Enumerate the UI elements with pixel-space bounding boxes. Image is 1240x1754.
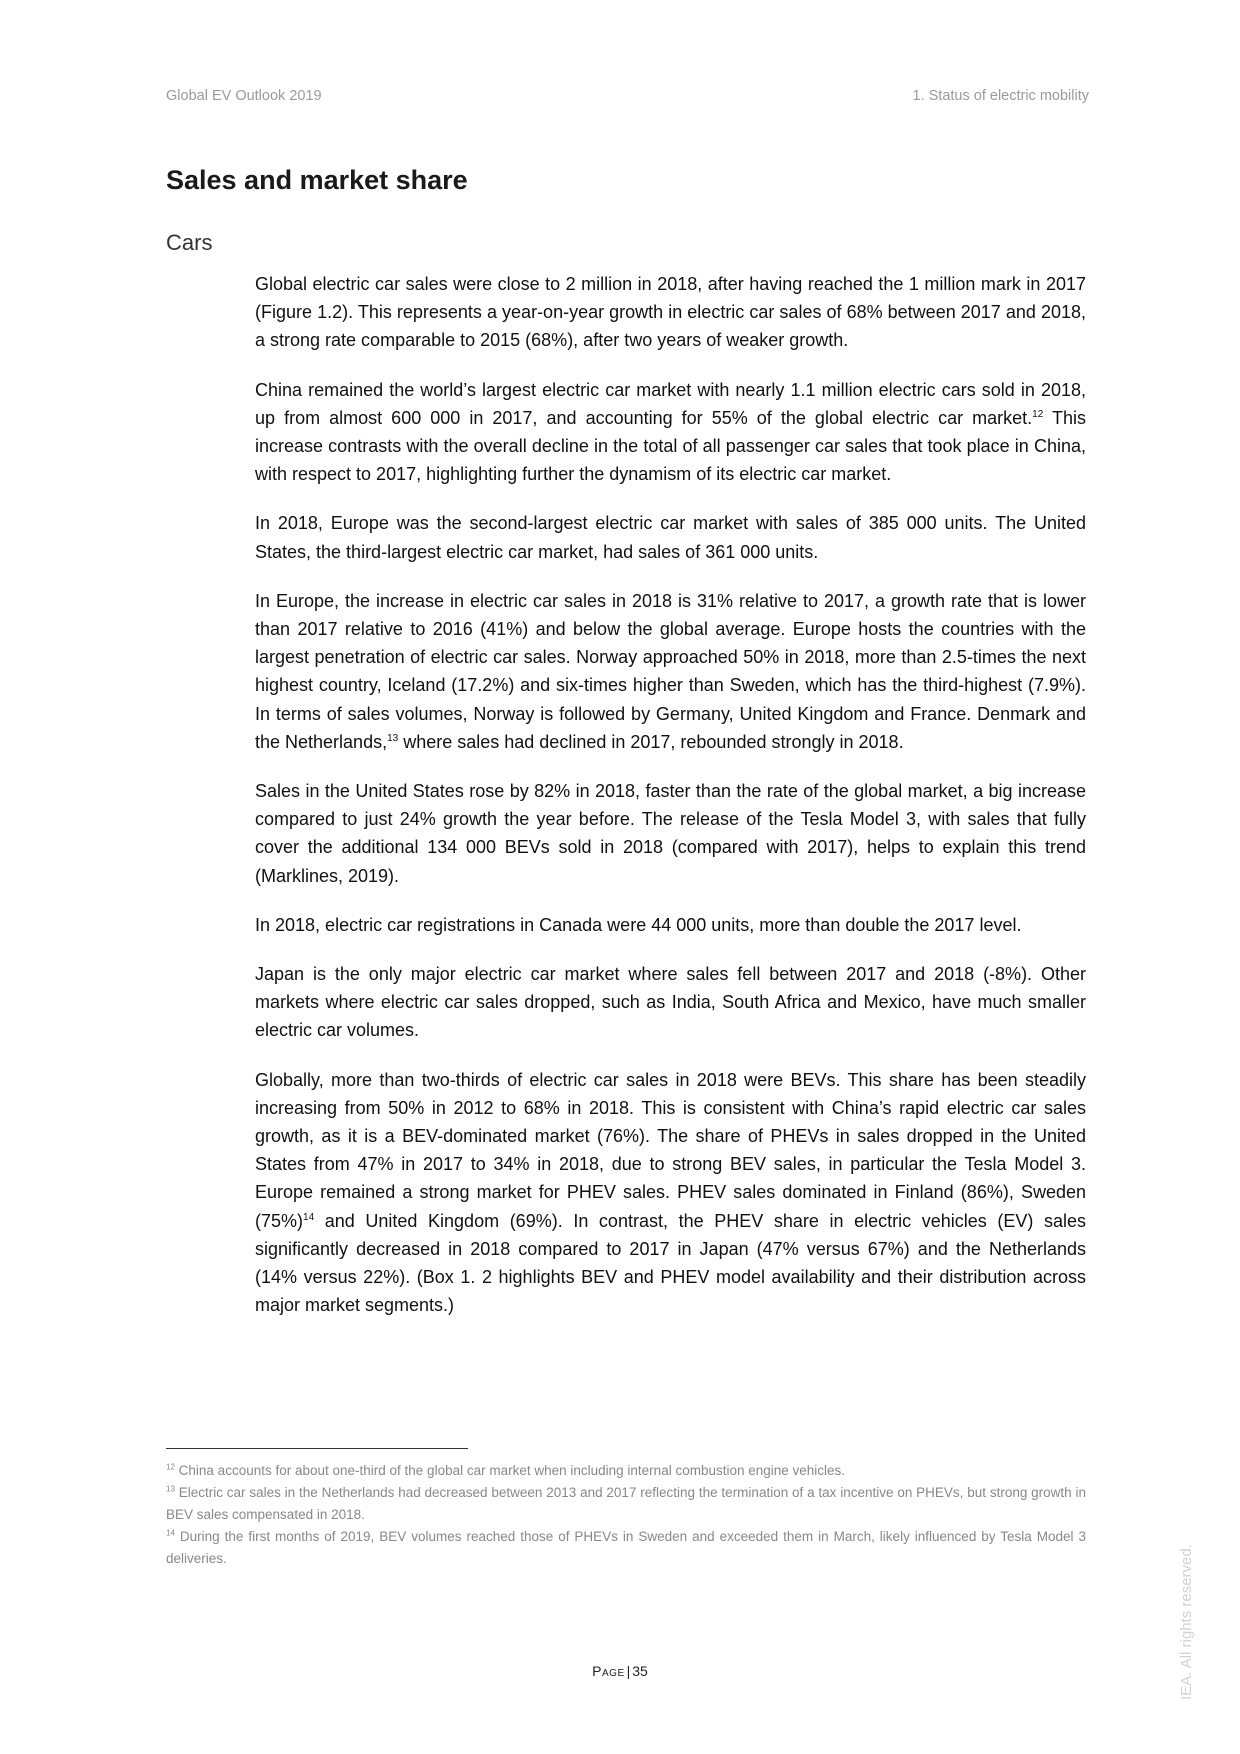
subsection-title: Cars (166, 230, 213, 255)
footnote: $^{14}$ During the first months of 2019, BEV volumes reached those of PHEVs in Sweden and exceeded them in March, likely influenced by Tesla Model 3 deliveries. (166, 1528, 1086, 1566)
page-number-value: 35 (632, 1663, 648, 1679)
running-header-chapter: 1. Status of electric mobility (912, 88, 1089, 104)
body-text (255, 270, 1086, 1341)
footnote-number: 14 (166, 1528, 175, 1538)
paragraph: Global electric car sales were close to 2 million in 2018, after having reached the 1 million mark in 2017 (Figure 1.2). This represents a year-on-year growth in electric car sales of 68% between 2017 and 2018, a strong rate comparable to 2015 (68%), after two years of weaker growth. (255, 274, 1086, 351)
section-title: Sales and market share (166, 165, 468, 195)
paragraph: Japan is the only major electric car market where sales fell between 2017 and 2018 (-8%). Other markets where electric car sales dropped, such as India, South Africa and Mexico, have much smaller electric car volumes. (255, 964, 1086, 1041)
page-separator: | (626, 1663, 631, 1679)
rights-watermark: IEA. All rights reserved. (1178, 1544, 1195, 1700)
paragraph: In 2018, Europe was the second-largest electric car market with sales of 385 000 units. The United States, the third-largest electric car market, had sales of 361 000 units. (255, 513, 1086, 562)
paragraph: In Europe, the increase in electric car sales in 2018 is 31% relative to 2017, a growth rate that is lower than 2017 relative to 2016 (41%) and below the global average. Europe hosts the countries with the largest penetration of electric car sales. Norway approached 50% in 2018, more than 2.5-times the next highest country, Iceland (17.2%) and six-times higher than Sweden, which has the third-highest (7.9%). In terms of sales volumes, Norway is followed by Germany, United Kingdom and France. Denmark and the Netherlands,$^{13}$ where sales had declined in 2017, rebounded strongly in 2018. (255, 590, 1086, 752)
paragraph: In 2018, electric car registrations in Canada were 44 000 units, more than double the 2017 level. (255, 914, 1022, 935)
footnote-reference: 12 (1032, 408, 1044, 420)
footnote-reference: 14 (303, 1211, 315, 1223)
paragraph: Sales in the United States rose by 82% in 2018, faster than the rate of the global market, a big increase compared to just 24% growth the year before. The release of the Tesla Model 3, with sales that fully cover the additional 134 000 BEVs sold in 2018 (compared with 2017), helps to explain this trend (Marklines, 2019). (255, 781, 1086, 886)
footnote-divider (166, 1448, 468, 1449)
footnote-reference: 13 (387, 732, 399, 744)
footnote-number: 13 (166, 1484, 175, 1494)
page-label: Page (592, 1663, 625, 1679)
footnote: $^{13}$ Electric car sales in the Netherlands had decreased between 2013 and 2017 reflecting the termination of a tax incentive on PHEVs, but strong growth in BEV sales compensated in 2018. (166, 1484, 1086, 1522)
paragraph: China remained the world’s largest electric car market with nearly 1.1 million electric cars sold in 2018, up from almost 600 000 in 2017, and accounting for 55% of the global electric car market.$^{12}$ This increase contrasts with the overall decline in the total of all passenger car sales that took place in China, with respect to 2017, highlighting further the dynamism of its electric car market. (255, 379, 1087, 485)
paragraph: Globally, more than two-thirds of electric car sales in 2018 were BEVs. This share has been steadily increasing from 50% in 2012 to 68% in 2018. This is consistent with China’s rapid electric car sales growth, as it is a BEV-dominated market (76%). The share of PHEVs in sales dropped in the United States from 47% in 2017 to 34% in 2018, due to strong BEV sales, in particular the Tesla Model 3. Europe remained a strong market for PHEV sales. PHEV sales dominated in Finland (86%), Sweden (75%)$^{14}$ and United Kingdom (69%). In contrast, the PHEV share in electric vehicles (EV) sales significantly decreased in 2018 compared to 2017 in Japan (47% versus 67%) and the Netherlands (14% versus 22%). (Box 1. 2 highlights BEV and PHEV model availability and their distribution across major market segments.) (255, 1069, 1086, 1316)
footnote: $^{12}$ China accounts for about one-third of the global car market when including internal combustion engine vehicles. (166, 1462, 846, 1478)
footnotes (166, 1460, 1086, 1570)
page-number (0, 1663, 1240, 1679)
running-header-title: Global EV Outlook 2019 (166, 88, 322, 104)
footnote-number: 12 (166, 1462, 175, 1472)
